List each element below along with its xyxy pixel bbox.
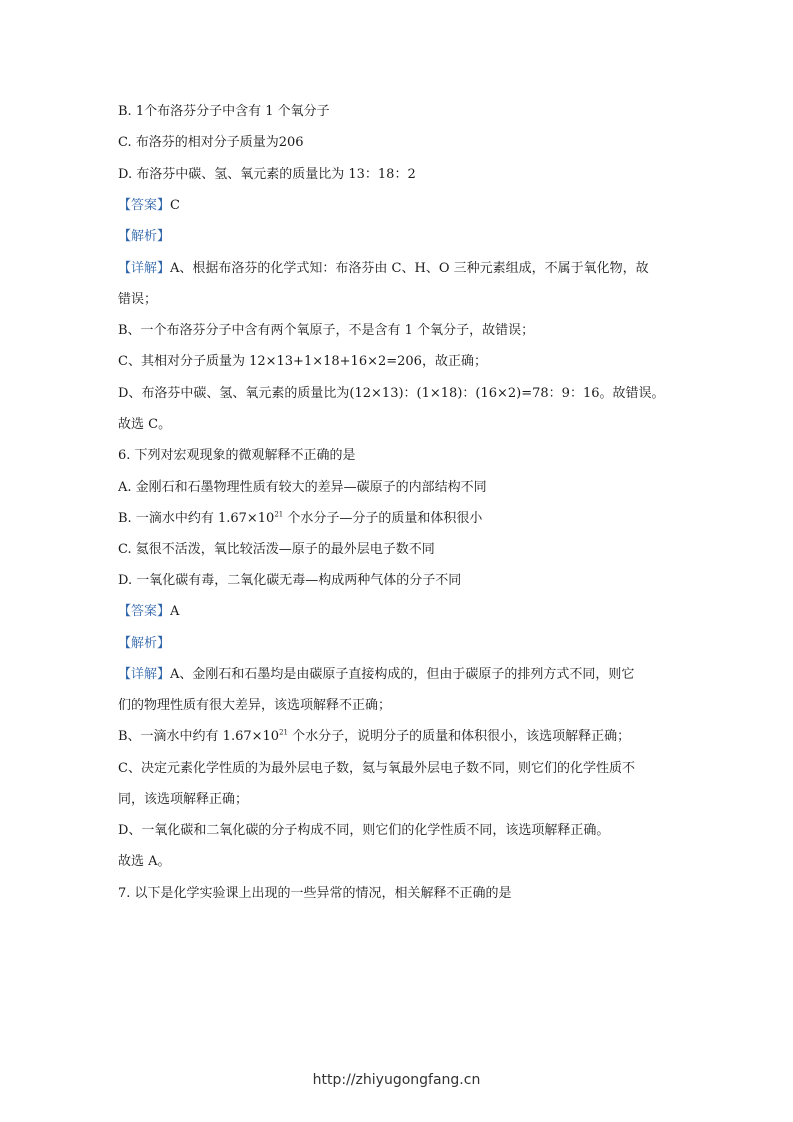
footer-url: http://zhiyugongfang.cn (312, 1072, 481, 1088)
q6-explanation-b-part1: B、一滴水中约有 1.67×10 (118, 729, 280, 744)
q6-option-b-part1: B. 一滴水中约有 1.67×10 (118, 511, 275, 526)
q6-analysis-tag: 【解析】 (118, 636, 171, 651)
q6-explanation-b-part2: 个水分子，说明分子的质量和体积很小，该选项解释正确； (288, 729, 631, 744)
explanation-text: A、根据布洛芬的化学式知：布洛芬由 C、H、O 三种元素组成，不属于氧化物，故 (170, 261, 649, 276)
q6-option-b-part2: 个水分子—分子的质量和体积很小 (283, 511, 483, 526)
q6-explanation-tag: 【详解】 (118, 667, 171, 682)
explanation-line (118, 261, 649, 277)
q6-explanation-continued: 们的物理性质有很大差异，该选项解释不正确； (118, 698, 392, 713)
q6-option-d: D. 一氧化碳有毒，二氧化碳无毒—构成两种气体的分子不同 (118, 573, 462, 588)
q6-option-b (118, 511, 482, 527)
explanation-tag: 【详解】 (118, 261, 171, 276)
q6-explanation-d: D、一氧化碳和二氧化碳的分子构成不同，则它们的化学性质不同，该选项解释正确。 (118, 823, 610, 838)
q6-conclusion: 故选 A。 (118, 854, 171, 869)
answer-value: C (170, 198, 180, 213)
q6-explanation-line (118, 667, 634, 683)
conclusion: 故选 C。 (118, 417, 172, 432)
q6-option-a: A. 金刚石和石墨物理性质有较大的差异—碳原子的内部结构不同 (118, 480, 487, 495)
question-7: 7. 以下是化学实验课上出现的一些异常的情况，相关解释不正确的是 (118, 886, 512, 901)
q6-explanation-b (118, 729, 630, 745)
option-c-text: C. 布洛芬的相对分子质量为206 (118, 135, 304, 150)
q6-answer-tag: 【答案】 (118, 604, 171, 619)
explanation-b: B、一个布洛芬分子中含有两个氧原子，不是含有 1 个氧分子，故错误； (118, 323, 535, 338)
q6-answer-line (118, 604, 179, 620)
q6-analysis-heading (118, 636, 170, 652)
analysis-heading (118, 229, 170, 245)
explanation-continued: 错误； (118, 292, 158, 307)
explanation-c: C、其相对分子质量为 12×13+1×18+16×2=206，故正确； (118, 354, 487, 369)
explanation-d: D、布洛芬中碳、氢、氧元素的质量比为(12×13)：(1×18)：(16×2)=78：9：16。故错误。 (118, 386, 665, 401)
answer-tag: 【答案】 (118, 198, 171, 213)
option-d-text: D. 布洛芬中碳、氢、氧元素的质量比为 13：18：2 (118, 167, 416, 182)
q6-option-b-exponent: 21 (274, 510, 284, 519)
q6-explanation-b-exponent: 21 (279, 728, 288, 737)
q6-explanation-c: C、决定元素化学性质的为最外层电子数，氦与氧最外层电子数不同，则它们的化学性质不 (118, 761, 635, 776)
question-6: 6. 下列对宏观现象的微观解释不正确的是 (118, 448, 356, 463)
q6-explanation-text: A、金刚石和石墨均是由碳原子直接构成的，但由于碳原子的排列方式不同，则它 (170, 667, 635, 682)
q6-option-c: C. 氦很不活泼，氧比较活泼—原子的最外层电子数不同 (118, 542, 435, 557)
q6-explanation-c-continued: 同，该选项解释正确； (118, 792, 249, 807)
answer-line (118, 198, 180, 214)
analysis-tag: 【解析】 (118, 229, 171, 244)
option-b-text: B. 1个布洛芬分子中含有 1 个氧分子 (118, 104, 330, 119)
q6-answer-value: A (170, 604, 180, 619)
